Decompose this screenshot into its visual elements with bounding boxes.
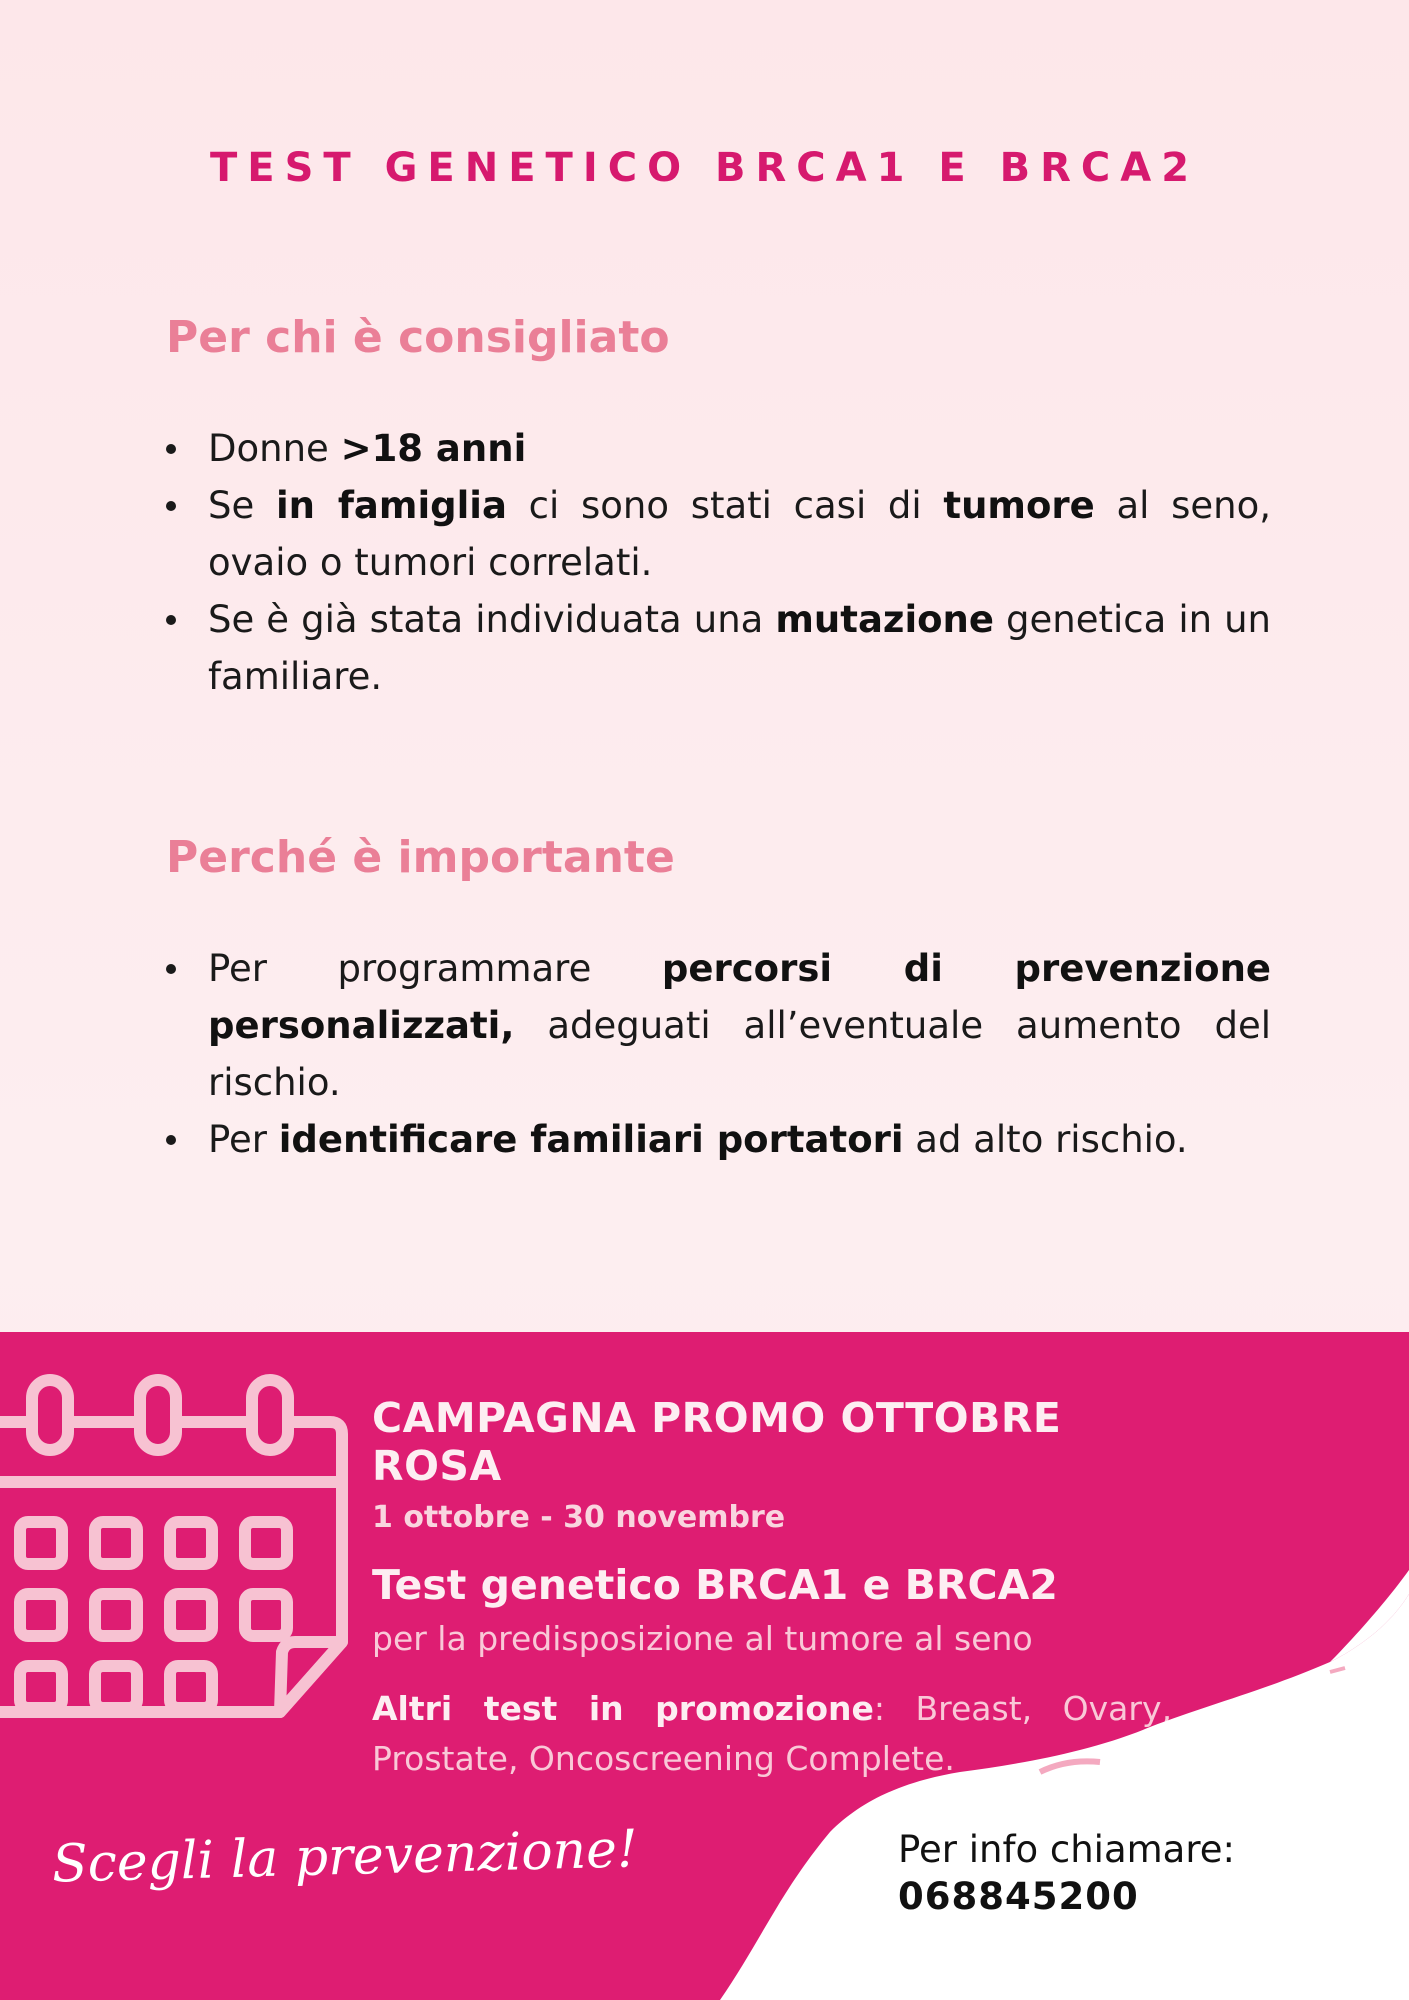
list-item: [166, 1111, 1271, 1168]
body-text: ci sono stati casi di: [506, 484, 944, 527]
slogan: Scegli la prevenzione!: [51, 1819, 639, 1895]
body-text: genetica in un familiare.: [208, 598, 1271, 698]
contact-phone: 068845200: [898, 1875, 1139, 1918]
promo-dates: 1 ottobre - 30 novembre: [372, 1500, 786, 1535]
body-text: adeguati all’eventuale aumento del rischio.: [208, 1004, 1271, 1104]
list-item: [166, 940, 1271, 1111]
list-item: [166, 591, 1271, 705]
promo-subtitle: per la predisposizione al tumore al seno: [372, 1619, 1033, 1658]
importance-list: [166, 940, 1271, 1168]
emphasis-text: percorsi di prevenzione personalizzati,: [208, 947, 1272, 1047]
section-heading-recommended: Per chi è consigliato: [166, 312, 670, 363]
body-text: Donne: [208, 427, 341, 470]
body-text: Se è già stata individuata una: [208, 598, 776, 641]
emphasis-text: in famiglia: [275, 484, 507, 527]
contact-label: Per info chiamare:: [898, 1828, 1235, 1871]
body-text: Se: [208, 484, 276, 527]
body-text: al seno, ovaio o tumori correlati.: [208, 484, 1272, 584]
emphasis-text: mutazione: [775, 598, 994, 641]
emphasis-text: >18 anni: [340, 427, 527, 470]
promo-banner: [0, 1332, 1409, 2000]
body-text: ad alto rischio.: [903, 1118, 1188, 1161]
page-title: TEST GENETICO BRCA1 E BRCA2: [209, 145, 1200, 191]
list-item: [166, 477, 1271, 591]
body-text: Per programmare: [208, 947, 662, 990]
promo-title: CAMPAGNA PROMO OTTOBRE ROSA: [372, 1394, 1062, 1490]
list-item: [166, 420, 1271, 477]
recommended-list: [166, 420, 1271, 705]
contact-info: [898, 1828, 1235, 1918]
body-text: Per: [208, 1118, 279, 1161]
emphasis-text: tumore: [943, 484, 1095, 527]
promo-other-label: Altri test in promozione: [372, 1689, 874, 1728]
promo-other-list: : Breast, Ovary, Prostate, Oncoscreening Complete.: [372, 1689, 1172, 1778]
section-heading-importance: Perché è importante: [166, 832, 675, 883]
emphasis-text: identificare familiari portatori: [278, 1118, 904, 1161]
promo-test-name: Test genetico BRCA1 e BRCA2: [372, 1561, 1058, 1609]
